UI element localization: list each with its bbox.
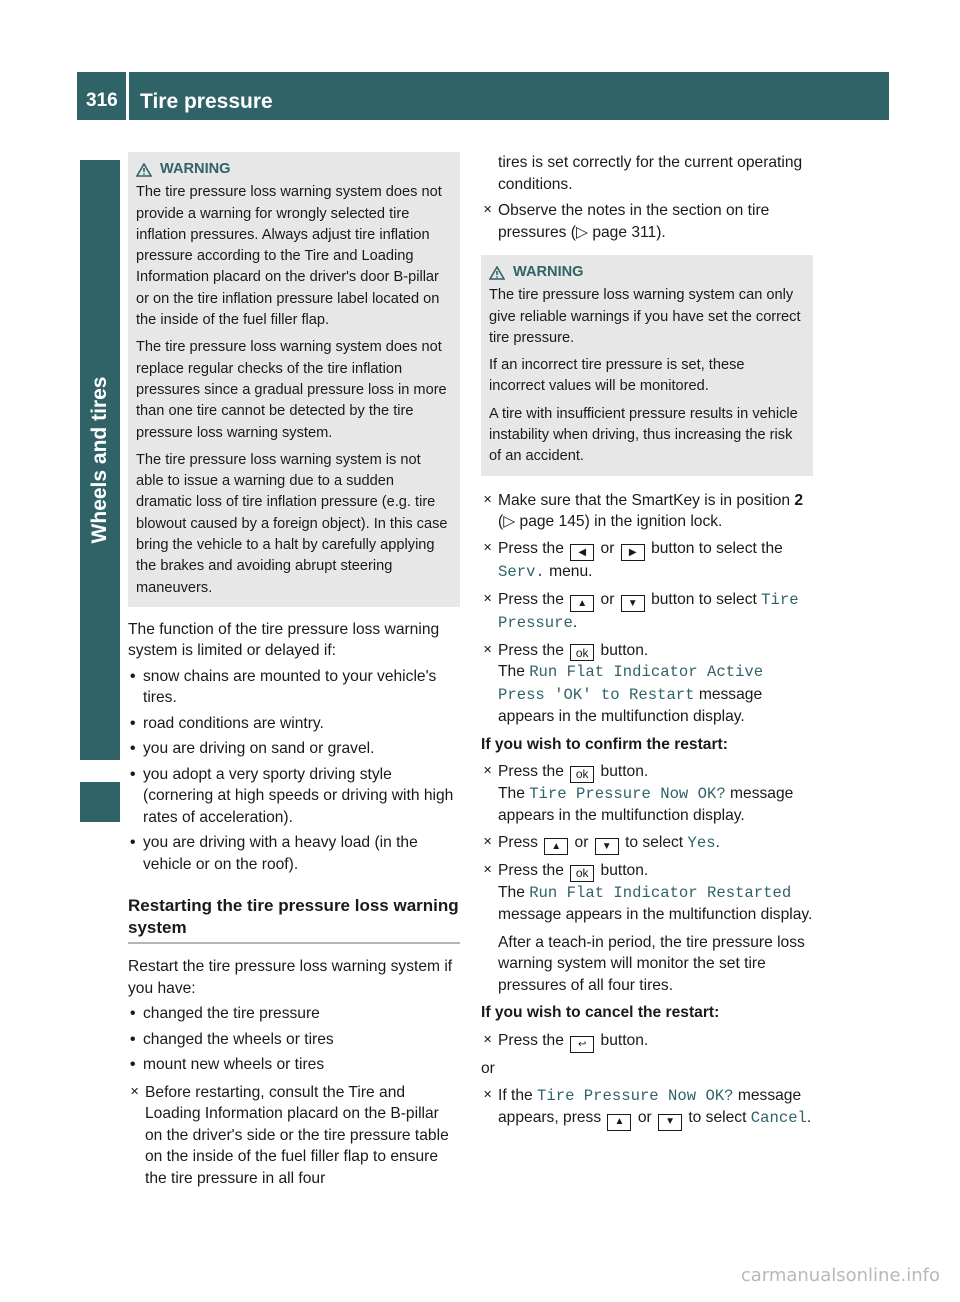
instruction-step [128, 1082, 460, 1190]
list-item [128, 1003, 460, 1025]
instruction-step [481, 1030, 813, 1054]
display-text: Tire Pressure Now OK? [529, 784, 726, 803]
step-text: Press the ok button. The Run Flat Indicator Restarted message appears in the multifunction display. After a teach-in period, the tire pressure loss warning system will monitor the set tire pressures of all four tires. [498, 862, 813, 994]
list-item [128, 738, 460, 760]
warning-box [481, 255, 813, 476]
side-tab-marker [80, 782, 120, 822]
right-column [481, 152, 813, 1136]
display-text: Press 'OK' to Restart [498, 685, 695, 704]
step-arrow-icon: ✕ [483, 864, 493, 877]
warning-triangle-icon [489, 266, 505, 280]
step-text: Press the ok button. The Tire Pressure Now OK? message appears in the multifunction display. [498, 763, 794, 825]
step-arrow-icon: ✕ [483, 541, 493, 554]
step-text: Make sure that the SmartKey is in position 2 (▷ page 145) in the ignition lock. [498, 491, 804, 531]
step-arrow-icon: ✕ [483, 835, 493, 848]
section-heading: Restarting the tire pressure loss warning system [128, 895, 460, 944]
section-side-label: Wheels and tires [88, 376, 111, 544]
step-text: If the Tire Pressure Now OK? message appears, press ▲ or ▼ to select Cancel. [498, 1085, 813, 1131]
page-reference: ▷ page 311 [576, 223, 657, 241]
step-text: Before restarting, consult the Tire and Loading Information placard on the B-pillar on the driver's side or the tire pressure table on the inside of the fuel filler flap to ensure the tire pressure in all four [145, 1083, 449, 1187]
step-arrow-icon: ✕ [130, 1085, 140, 1098]
bullet-marker: • [130, 1005, 136, 1023]
ok-key-icon: ok [570, 865, 594, 882]
up-arrow-key-icon: ▲ [607, 1114, 631, 1131]
instruction-step [481, 761, 813, 827]
step-arrow-icon: ✕ [483, 1033, 493, 1046]
down-arrow-key-icon: ▼ [621, 595, 645, 612]
limits-list [128, 666, 460, 876]
step-arrow-icon: ✕ [483, 592, 493, 605]
instruction-step [481, 1085, 813, 1131]
list-item [128, 1054, 460, 1076]
up-arrow-key-icon: ▲ [570, 595, 594, 612]
warning-paragraph: A tire with insufficient pressure results in vehicle instability when driving, thus increasing the risk of an accident. [489, 405, 798, 465]
page-number: 316 [86, 90, 118, 111]
instruction-step [481, 589, 813, 635]
instruction-step [481, 538, 813, 584]
up-arrow-key-icon: ▲ [544, 838, 568, 855]
subheading: If you wish to cancel the restart: [481, 1004, 720, 1022]
warning-triangle-icon [136, 163, 152, 177]
instruction-step [481, 490, 813, 533]
list-item-text: changed the wheels or tires [143, 1030, 334, 1048]
warning-paragraph: The tire pressure loss warning system can only give reliable warnings if you have set the correct tire pressure. [489, 287, 801, 346]
step-text: Press the ▲ or ▼ button to select Tire Pressure. [498, 590, 799, 633]
display-text: Tire Pressure Now OK? [537, 1086, 734, 1105]
instruction-step [481, 832, 813, 856]
warning-paragraph: If an incorrect tire pressure is set, these incorrect values will be monitored. [489, 357, 745, 395]
list-item [128, 713, 460, 735]
list-item-text: road conditions are wintry. [143, 714, 324, 732]
page-title: Tire pressure [140, 90, 273, 113]
continued-text: tires is set correctly for the current operating conditions. [498, 154, 803, 193]
display-text: Cancel [750, 1109, 807, 1128]
list-item [128, 832, 460, 875]
display-text: Serv. [498, 563, 545, 582]
step-arrow-icon: ✕ [483, 765, 493, 778]
step-arrow-icon: ✕ [483, 1088, 493, 1101]
display-text: Yes [687, 833, 716, 852]
left-column [128, 152, 460, 1194]
display-text: Run Flat Indicator Restarted [529, 883, 792, 902]
warning-paragraph: The tire pressure loss warning system does not provide a warning for wrongly selected tire inflation pressures. Always adjust tire inflation pressure according to the Tire and Loading Information placard on the driver's door B-pillar or on the tire inflation pressure label located on the inside of the fuel filler flap. [136, 184, 442, 329]
subheading: If you wish to confirm the restart: [481, 735, 728, 753]
limits-intro: The function of the tire pressure loss warning system is limited or delayed if: [128, 620, 440, 660]
back-key-icon: ↩ [570, 1036, 594, 1053]
display-text: Tire Pressure [498, 590, 799, 633]
bullet-marker: • [130, 714, 136, 732]
restart-reasons-list [128, 1003, 460, 1076]
warning-paragraph: The tire pressure loss warning system does not replace regular checks of the tire inflation pressures since a gradual pressure loss in more than one tire cannot be detected by the tire pressure loss warning system. [136, 339, 447, 441]
ok-key-icon: ok [570, 644, 594, 661]
step-arrow-icon: ✕ [483, 643, 493, 656]
instruction-step [481, 860, 813, 996]
warning-title: WARNING [513, 264, 584, 280]
warning-heading [489, 262, 804, 283]
instruction-step [481, 640, 813, 728]
bullet-marker: • [130, 834, 136, 852]
list-item-text: changed the tire pressure [143, 1005, 320, 1023]
warning-heading [136, 159, 451, 180]
ok-key-icon: ok [570, 766, 594, 783]
down-arrow-key-icon: ▼ [658, 1114, 682, 1131]
bullet-marker: • [130, 765, 136, 783]
list-item-text: snow chains are mounted to your vehicle's tires. [143, 667, 437, 707]
list-item-text: you adopt a very sporty driving style (cornering at high speeds or driving with high rates of acceleration). [143, 765, 454, 826]
warning-title: WARNING [160, 161, 231, 177]
warning-paragraph: The tire pressure loss warning system is not able to issue a warning due to a sudden dramatic loss of tire inflation pressure (e.g. tire blowout caused by a foreign object). In this case bring the vehicle to a halt by carefully applying the brakes and avoiding abrupt steering maneuvers. [136, 451, 448, 596]
list-item [128, 1029, 460, 1051]
list-item [128, 666, 460, 709]
list-item-text: you are driving with a heavy load (in the vehicle or on the roof). [143, 834, 418, 873]
bullet-marker: • [130, 667, 136, 685]
bullet-marker: • [130, 1030, 136, 1048]
step-text: Press the ↩ button. [498, 1030, 813, 1054]
header-divider [126, 72, 129, 120]
instruction-step [481, 200, 813, 243]
step-arrow-icon: ✕ [483, 204, 493, 216]
step-text: Observe the notes in the section on tire pressures (▷ page 311). [498, 202, 770, 241]
warning-box [128, 152, 460, 607]
step-text: Press ▲ or ▼ to select Yes. [498, 832, 813, 856]
step-arrow-icon: ✕ [483, 493, 493, 506]
step-text: Press the ◀ or ▶ button to select the Serv. menu. [498, 539, 783, 582]
list-item-text: mount new wheels or tires [143, 1056, 325, 1074]
list-item [128, 764, 460, 829]
list-item-text: you are driving on sand or gravel. [143, 740, 375, 758]
step-text: Press the ok button. The Run Flat Indicator Active Press 'OK' to Restart message appears in the multifunction display. [498, 641, 764, 726]
watermark: carmanualsonline.info [740, 1265, 940, 1286]
page-reference: ▷ page 145 [503, 513, 585, 531]
display-text: Run Flat Indicator Active [529, 663, 764, 682]
down-arrow-key-icon: ▼ [595, 838, 619, 855]
restart-intro: Restart the tire pressure loss warning system if you have: [128, 958, 453, 997]
bullet-marker: • [130, 740, 136, 758]
or-text: or [481, 1060, 495, 1078]
bullet-marker: • [130, 1056, 136, 1074]
left-arrow-key-icon: ◀ [570, 544, 594, 561]
right-arrow-key-icon: ▶ [621, 544, 645, 561]
